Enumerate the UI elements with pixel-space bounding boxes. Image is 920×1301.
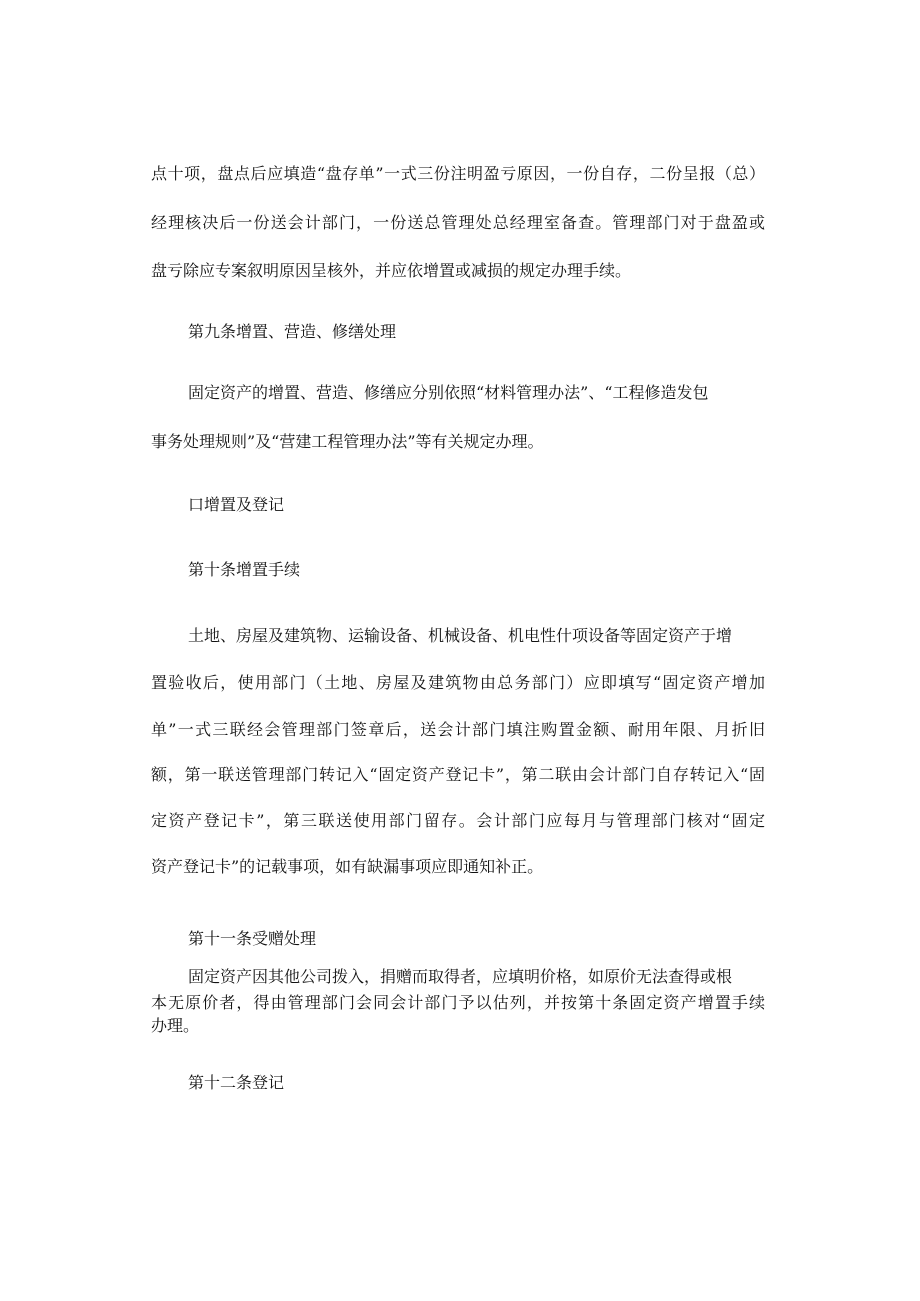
paragraph-line: 盘亏除应专案叙明原因呈核外，并应依增置或减损的规定办理手续。 bbox=[151, 261, 632, 280]
article-heading: 第十一条受赠处理 bbox=[188, 929, 317, 948]
paragraph-line: 单”一式三联经会管理部门签章后，送会计部门填注购置金额、耐用年限、月折旧 bbox=[151, 720, 765, 739]
paragraph-line: 经理核决后一份送会计部门，一份送总管理处总经理室备查。管理部门对于盘盈或 bbox=[151, 213, 765, 232]
paragraph-line: 土地、房屋及建筑物、运输设备、机械设备、机电性什项设备等固定资产于增 bbox=[188, 626, 733, 645]
paragraph-line: 本无原价者，得由管理部门会同会计部门予以估列，并按第十条固定资产增置手续 bbox=[151, 993, 765, 1012]
article-heading: 第十二条登记 bbox=[188, 1073, 285, 1092]
paragraph-line: 置验收后，使用部门（土地、房屋及建筑物由总务部门）应即填写“固定资产增加 bbox=[151, 673, 765, 692]
article-heading: 第十条增置手续 bbox=[188, 560, 301, 579]
paragraph-line: 定资产登记卡”，第三联送使用部门留存。会计部门应每月与管理部门核对“固定 bbox=[151, 811, 765, 830]
paragraph-line: 事务处理规则”及“营建工程管理办法”等有关规定办理。 bbox=[151, 432, 544, 451]
paragraph-line: 固定资产的增置、营造、修缮应分别依照“材料管理办法”、“工程修造发包 bbox=[188, 383, 709, 402]
paragraph-line: 固定资产因其他公司拨入，捐赠而取得者，应填明价格，如原价无法查得或根 bbox=[188, 967, 733, 986]
paragraph-line: 额，第一联送管理部门转记入“固定资产登记卡”，第二联由会计部门自存转记入“固 bbox=[151, 765, 765, 784]
paragraph-line: 办理。 bbox=[151, 1016, 200, 1035]
paragraph-line: 点十项，盘点后应填造“盘存单”一式三份注明盈亏原因，一份自存，二份呈报（总） bbox=[151, 164, 765, 183]
paragraph-line: 资产登记卡”的记载事项，如有缺漏事项应即通知补正。 bbox=[151, 857, 544, 876]
section-heading: 口增置及登记 bbox=[188, 495, 285, 514]
article-heading: 第九条增置、营造、修缮处理 bbox=[188, 322, 397, 341]
